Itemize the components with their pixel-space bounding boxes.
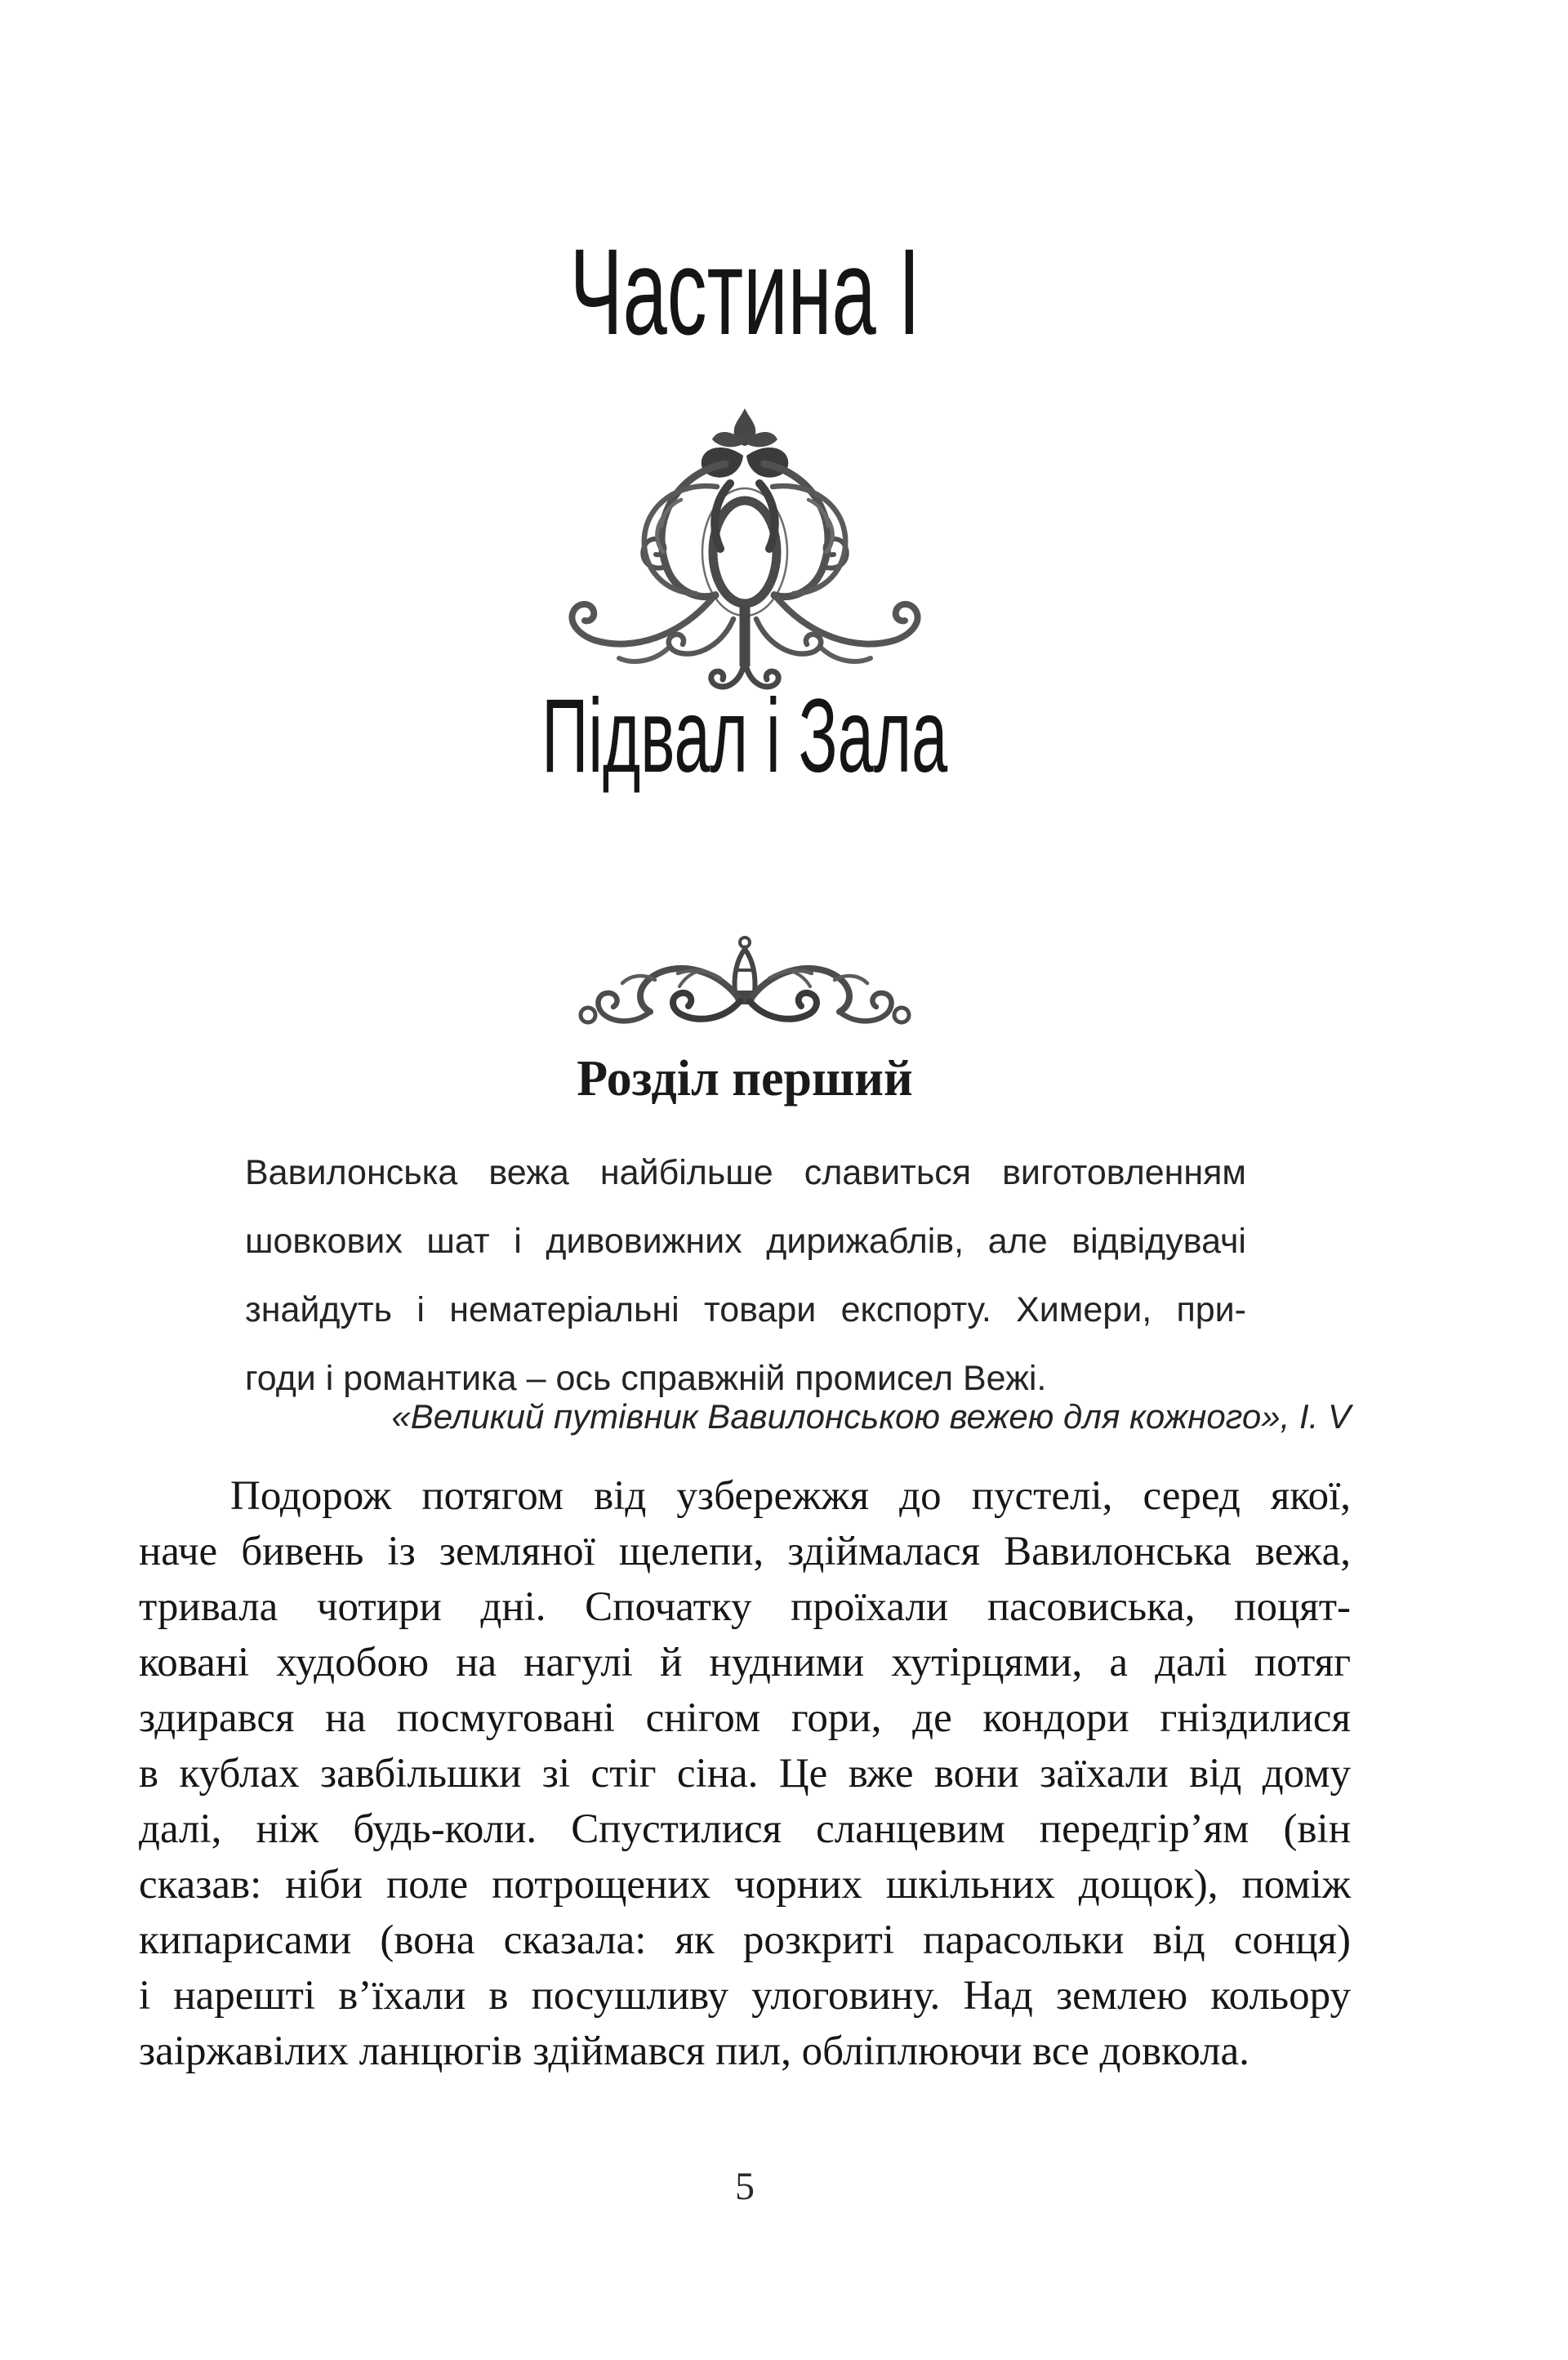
section-title bbox=[139, 678, 1351, 795]
text-line: шовкових шат і дивовижних дирижаблів, але відвідувачі bbox=[245, 1222, 1246, 1261]
text-line: здирався на посмуговані снігом гори, де кондори гніздилися bbox=[139, 1695, 1351, 1741]
epigraph-attribution: «Великий путівник Вавилонською вежею для кожного», I. V bbox=[391, 1397, 1351, 1436]
text-line: Подорож потягом від узбережжя до пустелі, серед якої, bbox=[230, 1473, 1351, 1519]
page-number: 5 bbox=[735, 2165, 755, 2208]
text-column bbox=[139, 0, 1351, 2360]
text-line: знайдуть і нематеріальні товари експорту. Химери, при- bbox=[245, 1290, 1246, 1329]
section-title-text: Підвал і Зала bbox=[541, 678, 948, 795]
text-line: Вавилонська вежа найбільше славиться виготовленням bbox=[245, 1153, 1246, 1192]
text-line: ковані худобою на нагулі й нудними хутірцями, а далі потяг bbox=[139, 1640, 1351, 1685]
ornament-divider-icon bbox=[575, 933, 915, 1035]
text-line: далі, ніж будь-коли. Спустилися сланцевим передгір’ям (він bbox=[139, 1806, 1351, 1852]
body-paragraph bbox=[139, 1468, 1351, 2079]
text-line: в кублах завбільшки зі стіг сіна. Це вже вони заїхали від дому bbox=[139, 1751, 1351, 1797]
ornament-crest-icon bbox=[557, 405, 933, 709]
text-line: кипарисами (вона сказала: як розкриті парасольки від сонця) bbox=[139, 1917, 1351, 1963]
epigraph bbox=[245, 1138, 1246, 1413]
text-line: годи і романтика – ось справжній промисел Вежі. bbox=[245, 1359, 1047, 1398]
text-line: заіржавілих ланцюгів здіймався пил, обліплюючи все довкола. bbox=[139, 2028, 1250, 2074]
text-line: наче бивень із земляної щелепи, здіймалася Вавилонська вежа, bbox=[139, 1529, 1351, 1574]
text-line: і нарешті в’їхали в посушливу улоговину. Над землею кольору bbox=[139, 1973, 1351, 2019]
part-title bbox=[139, 223, 1351, 360]
text-line: тривала чотири дні. Спочатку проїхали пасовиська, поцят- bbox=[139, 1584, 1351, 1630]
chapter-heading: Розділ перший bbox=[577, 1051, 913, 1107]
text-line: сказав: ніби поле потрощених чорних шкільних дощок), поміж bbox=[139, 1862, 1351, 1908]
part-title-text: Частина I bbox=[569, 223, 920, 360]
